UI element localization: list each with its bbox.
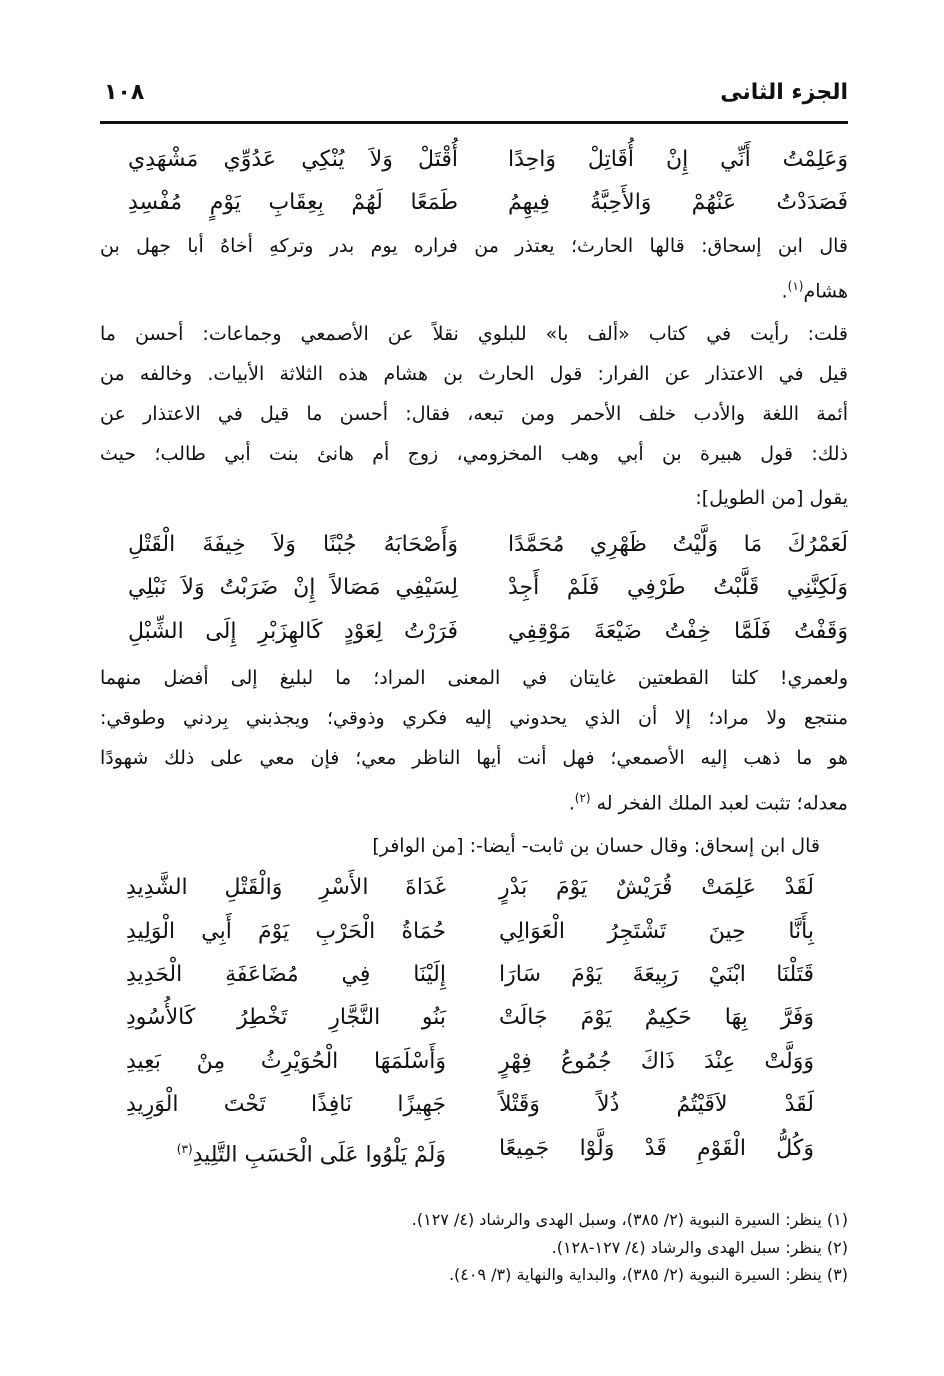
verse-left: إِلَيْنَا فِي مُضَاعَفَةِ الْحَدِيدِ xyxy=(126,962,446,987)
prose-line: أئمة اللغة والأدب خلف الأحمر ومن تبعه، فقال: أحسن ما قيل في الاعتذار عن xyxy=(100,403,848,425)
verse-left: أُقْتَلْ وَلاَ يُنْكِي عَدُوِّي مَشْهَدِي xyxy=(128,147,458,172)
prose-text: هشام xyxy=(803,280,848,303)
page-number: ١٠٨ xyxy=(104,80,145,105)
verse-right: وَفَرَّ بِهَا حَكِيمٌ يَوْمَ جَالَتْ xyxy=(499,1005,814,1030)
verse-right: وَوَلَّتْ عِنْدَ ذَاكَ جُمُوعُ فِهْرٍ xyxy=(499,1049,814,1074)
prose-line: قيل في الاعتذار عن الفرار: قول الحارث بن هشام هذه الثلاثة الأبيات. وخالفه من xyxy=(100,363,848,385)
prose-line: منتجع ولا مراد؛ إلا أن الذي يحدوني إليه فكري وذوقي؛ ويجذبني بِردني وطوقي: xyxy=(100,707,848,729)
verse-left: غَدَاةَ الأَسْرِ وَالْقَتْلِ الشَّدِيدِ xyxy=(126,875,446,900)
verse-left: فَرَرْتُ لِعَوْدٍ كَالهِزَبْرِ إِلَى الشِّبْلِ xyxy=(128,619,458,644)
verse-right: فَصَدَدْتُ عَنْهُمْ وَالأَحِبَّةُ فِيهِمُ xyxy=(508,190,848,215)
verse-left: وَأَصْحَابَهُ جُبْنًا وَلاَ خِيفَةَ الْقَتْلِ xyxy=(128,532,458,557)
prose-line xyxy=(100,778,848,818)
verse-left: لِسَيْفِي مَصَالاً إِنْ ضَرَبْتُ وَلاَ نَبْلِي xyxy=(128,575,458,600)
prose-line: ولعمري! كلتا القطعتين غايتان في المعنى المراد؛ ما لبليغ إلى أفضل منهما xyxy=(100,667,848,689)
verse-right: قَتَلْنَا ابْنَيْ رَبِيعَةَ يَوْمَ سَارَا xyxy=(499,962,814,987)
verse-right: لَعَمْرُكَ مَا وَلَّيْتُ ظَهْرِي مُحَمَّدًا xyxy=(508,532,848,557)
verse-left: بَنُو النَّجَّارِ تَخْطِرُ كَالأُسُودِ xyxy=(126,1005,446,1030)
prose-line: ذلك: قول هبيرة بن أبي وهب المخزومي، زوج أم هانئ بنت أبي طالب؛ حيث xyxy=(100,443,848,465)
verse-right: وَلَكِنَّنِي قَلَّبْتُ طَرْفِي فَلَمْ أَجِدْ xyxy=(508,575,848,600)
verse-right: لَقَدْ لاَقَيْتُمُ ذُلاً وَقَتْلاً xyxy=(499,1092,814,1117)
verse-right: وَعَلِمْتُ أَنِّي إِنْ أُقَاتِلْ وَاحِدًا xyxy=(508,147,848,172)
verse-left: وَأَسْلَمَهَا الْحُوَيْرِثُ مِنْ بَعِيدِ xyxy=(126,1049,446,1074)
verse-right: بِأَنَّا حِينَ تَشْتَجِرُ الْعَوَالِي xyxy=(499,919,814,944)
punct: . xyxy=(781,280,788,303)
verse-left: جَهِيزًا نَافِذًا تَحْتَ الْوَرِيدِ xyxy=(126,1092,446,1117)
prose-line: قال ابن إسحاق: قالها الحارث؛ يعتذر من فراره يوم بدر وتركهِ أخاهُ أبا جهل بن xyxy=(100,235,848,257)
verse-text: وَلَمْ يَلْوُوا عَلَى الْحَسَبِ التَّلِيدِ xyxy=(192,1142,446,1168)
prose-text: معدله؛ تثبت لعبد الملك الفخر له xyxy=(596,792,848,815)
verse-right: وَكُلُّ الْقَوْمِ قَدْ وَلَّوْا جَمِيعًا xyxy=(499,1136,814,1161)
prose-line: يقول [من الطويل]: xyxy=(695,487,848,509)
footnote-ref: (٢) xyxy=(574,791,591,805)
verse-right: لَقَدْ عَلِمَتْ قُرَيْشٌ يَوْمَ بَدْرٍ xyxy=(499,875,814,900)
verse-left xyxy=(126,1128,446,1170)
header-rule xyxy=(100,121,848,124)
punct: . xyxy=(568,792,575,815)
prose-line: قلت: رأيت في كتاب «ألف با» للبلوي نقلاً عن الأصمعي وجماعات: أحسن ما xyxy=(100,323,848,345)
footnote-ref: (١) xyxy=(787,279,804,293)
footnote-ref: (٣) xyxy=(176,1142,193,1156)
footnote: (١) ينظر: السيرة النبوية (٢/ ٣٨٥)، وسبل الهدى والرشاد (٤/ ١٢٧). xyxy=(411,1210,848,1229)
footnote: (٣) ينظر: السيرة النبوية (٢/ ٣٨٥)، والبداية والنهاية (٣/ ٤٠٩). xyxy=(448,1265,848,1284)
prose-line: قال ابن إسحاق: وقال حسان بن ثابت- أيضا-: [من الوافر] xyxy=(372,835,820,857)
footnote: (٢) ينظر: سبل الهدى والرشاد (٤/ ١٢٧-١٢٨). xyxy=(551,1238,848,1257)
prose-line xyxy=(100,266,848,306)
verse-left: حُمَاةُ الْحَرْبِ يَوْمَ أَبِي الْوَلِيدِ xyxy=(126,919,446,944)
verse-left: طَمَعًا لَهُمْ بِعِقَابِ يَوْمٍ مُفْسِدِ xyxy=(128,190,458,215)
verse-right: وَقَفْتُ فَلَمَّا خِفْتُ ضَيْعَةَ مَوْقِفِي xyxy=(508,619,848,644)
prose-line: هو ما ذهب إليه الأصمعي؛ فهل أنت أيها الناظر معي؛ فإن معي على ذلك شهودًا xyxy=(100,747,848,769)
running-header: الجزء الثانى xyxy=(720,80,848,105)
